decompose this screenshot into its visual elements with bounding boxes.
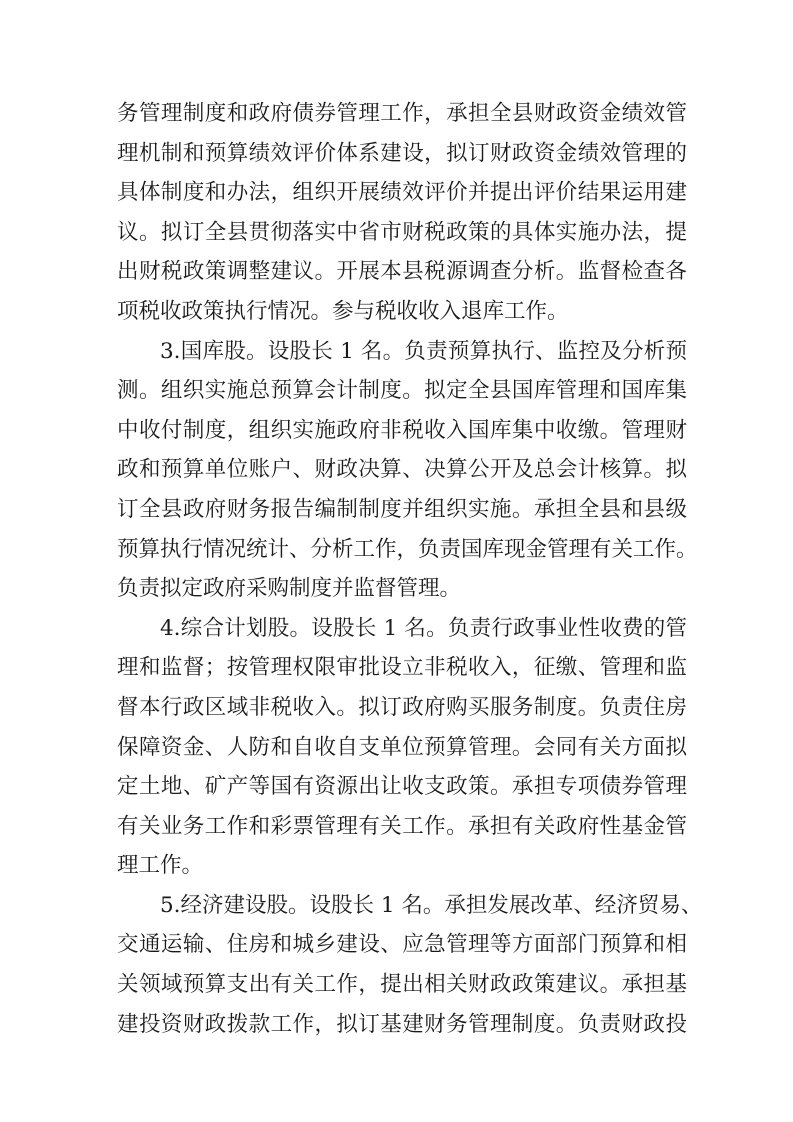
body-text [117, 94, 703, 1044]
text-line: 预算执行情况统计、分析工作，负责国库现金管理有关工作。 [117, 536, 698, 562]
text-line: 中收付制度，组织实施政府非税收入国库集中收缴。管理财 [117, 417, 687, 443]
text-line: 订全县政府财务报告编制制度并组织实施。承担全县和县级 [117, 496, 687, 522]
text-line: 交通运输、住房和城乡建设、应急管理等方面部门预算和相 [117, 932, 687, 958]
text-line: 理和监督；按管理权限审批设立非税收入，征缴、管理和监 [117, 655, 687, 681]
text-line: 具体制度和办法，组织开展绩效评价并提出评价结果运用建 [117, 180, 687, 206]
text-line: 关领域预算支出有关工作，提出相关财政政策建议。承担基 [117, 972, 687, 998]
text-line: 项税收政策执行情况。参与税收收入退库工作。 [117, 298, 569, 324]
text-line: 保障资金、人防和自收自支单位预算管理。会同有关方面拟 [117, 734, 687, 760]
text-line: 出财税政策调整建议。开展本县税源调查分析。监督检查各 [117, 259, 687, 285]
text-line: 定土地、矿产等国有资源出让收支政策。承担专项债券管理 [117, 774, 687, 800]
text-line: 理工作。 [117, 853, 204, 879]
section-heading-line: 3.国库股。设股长 1 名。负责预算执行、监控及分析预 [160, 338, 687, 364]
text-line: 政和预算单位账户、财政决算、决算公开及总会计核算。拟 [117, 457, 687, 483]
text-line: 建投资财政拨款工作，拟订基建财务管理制度。负责财政投 [117, 1011, 687, 1037]
text-line: 务管理制度和政府债券管理工作，承担全县财政资金绩效管 [117, 101, 687, 126]
text-line: 负责拟定政府采购制度并监督管理。 [117, 576, 462, 602]
text-line: 有关业务工作和彩票管理有关工作。承担有关政府性基金管 [117, 813, 687, 839]
section-heading-line: 4.综合计划股。设股长 1 名。负责行政事业性收费的管 [160, 615, 687, 641]
text-line: 督本行政区域非税收入。拟订政府购买服务制度。负责住房 [117, 694, 687, 720]
text-line: 测。组织实施总预算会计制度。拟定全县国库管理和国库集 [117, 378, 687, 404]
section-heading-line: 5.经济建设股。设股长 1 名。承担发展改革、经济贸易、 [160, 892, 703, 918]
text-line: 理机制和预算绩效评价体系建设，拟订财政资金绩效管理的 [117, 140, 687, 166]
text-line: 议。拟订全县贯彻落实中省市财税政策的具体实施办法，提 [117, 219, 687, 245]
